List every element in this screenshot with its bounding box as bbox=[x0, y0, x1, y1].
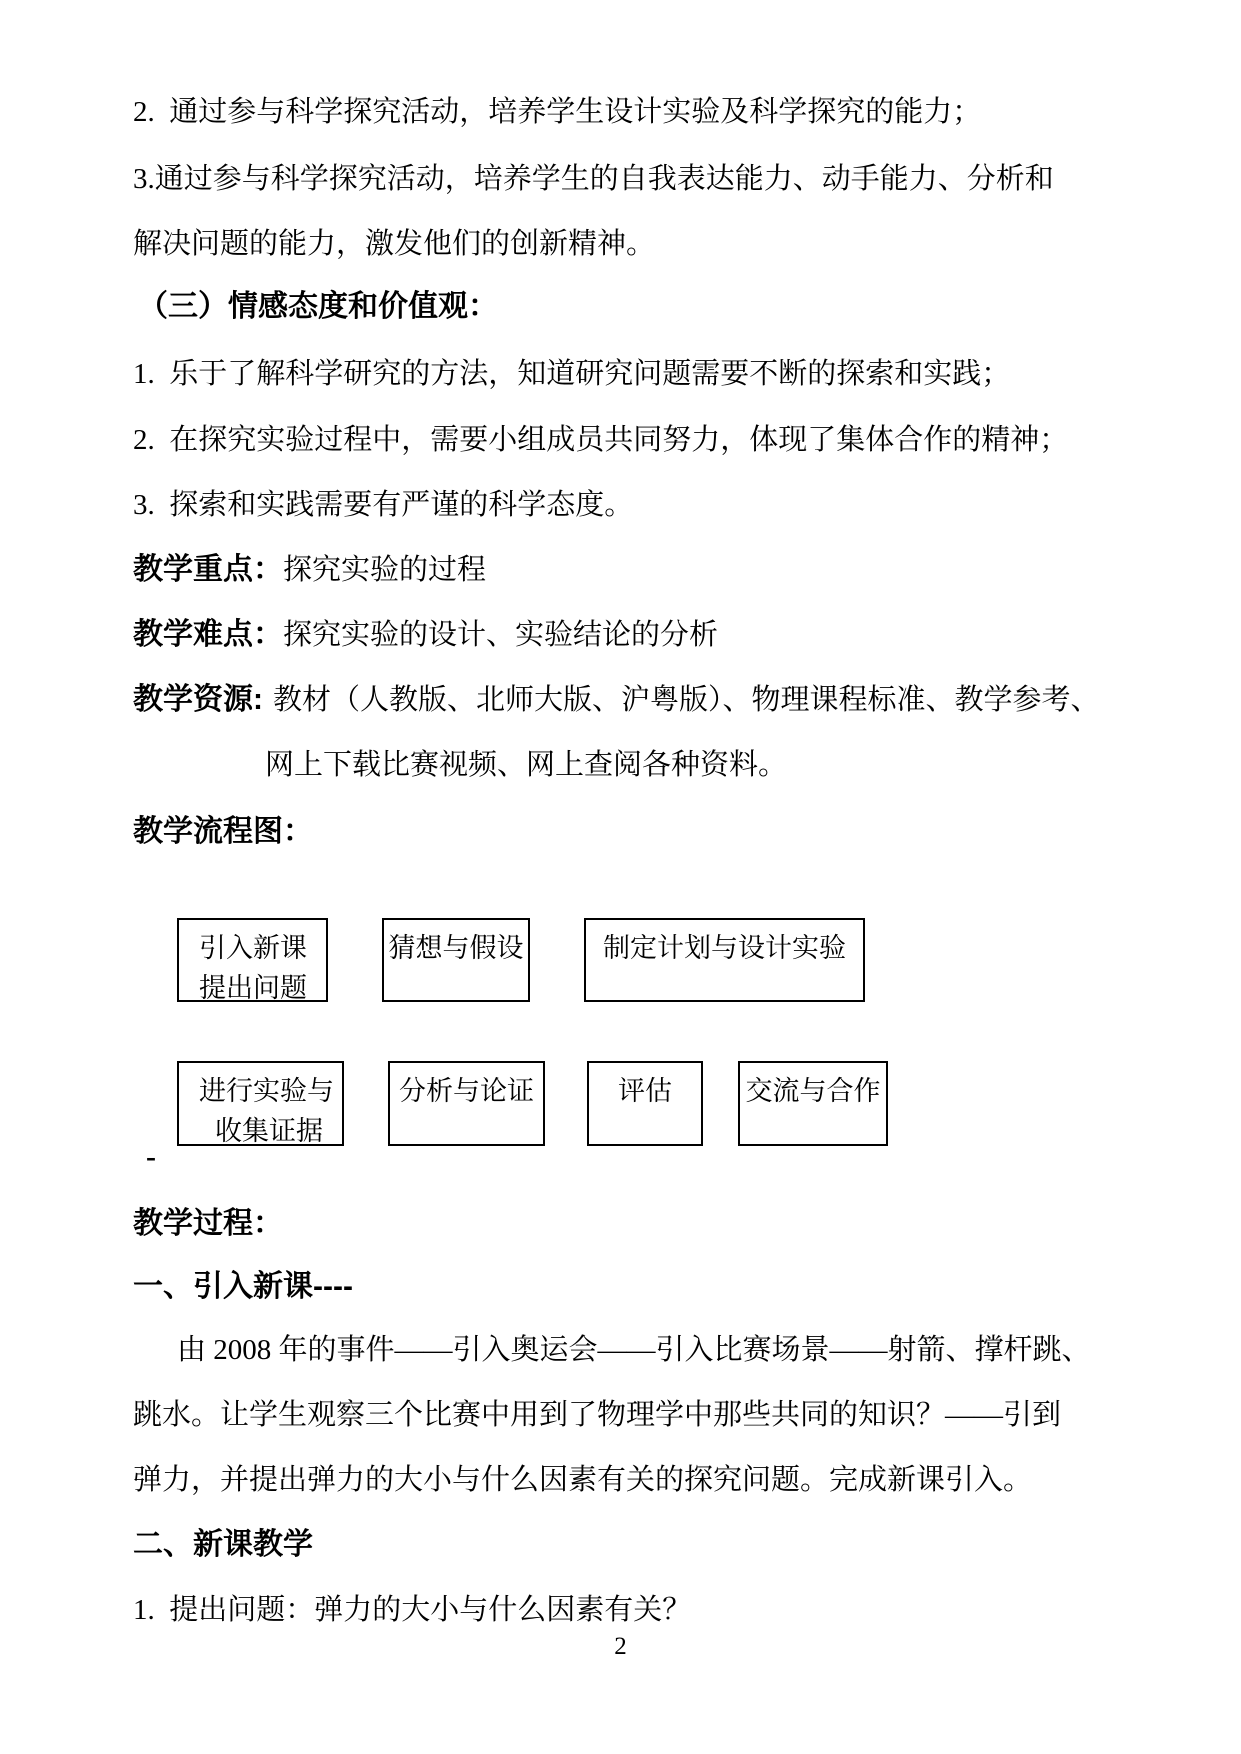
resources-label: 教学资源: bbox=[133, 683, 263, 716]
resources-text-line1: 教材（人教版、北师大版、沪粤版）、物理课程标准、教学参考、 bbox=[273, 684, 1100, 716]
flow-box-conduct-experiment-line2: 收集证据 bbox=[215, 1116, 323, 1146]
page-number: 2 bbox=[614, 1633, 627, 1660]
intro-paragraph-line3: 弹力，并提出弹力的大小与什么因素有关的探究问题。完成新课引入。 bbox=[133, 1464, 1033, 1496]
teaching-difficult-point-line bbox=[133, 618, 718, 652]
difficult-point-label: 教学难点： bbox=[133, 618, 283, 651]
flow-box-communicate-cooperate bbox=[738, 1061, 888, 1146]
flowchart-heading: 教学流程图： bbox=[133, 815, 313, 848]
key-point-label: 教学重点： bbox=[133, 553, 283, 586]
question-line: 1. 提出问题：弹力的大小与什么因素有关？ bbox=[133, 1594, 692, 1626]
stray-dash: - bbox=[146, 1140, 156, 1173]
flow-box-analyze-argue-label: 分析与论证 bbox=[399, 1076, 534, 1106]
flow-box-analyze-argue bbox=[388, 1061, 545, 1146]
section-two-heading: 二、新课教学 bbox=[133, 1528, 313, 1561]
affective-item-2: 2. 在探究实验过程中，需要小组成员共同努力，体现了集体合作的精神； bbox=[133, 424, 1069, 456]
flow-box-conduct-experiment-line1: 进行实验与 bbox=[199, 1076, 334, 1106]
affective-item-1: 1. 乐于了解科学研究的方法，知道研究问题需要不断的探索和实践； bbox=[133, 358, 1011, 390]
flow-box-introduce-lesson bbox=[177, 918, 328, 1002]
difficult-point-text: 探究实验的设计、实验结论的分析 bbox=[283, 619, 719, 651]
flow-box-conduct-experiment bbox=[177, 1061, 344, 1146]
section-one-heading: 一、引入新课---- bbox=[133, 1270, 353, 1303]
flow-box-introduce-lesson-line1: 引入新课 bbox=[199, 933, 307, 963]
flow-box-guess-hypothesis bbox=[382, 918, 530, 1002]
ability-item-3-line2: 解决问题的能力，激发他们的创新精神。 bbox=[133, 228, 656, 260]
key-point-text: 探究实验的过程 bbox=[283, 554, 487, 586]
ability-item-2: 2. 通过参与科学探究活动，培养学生设计实验及科学探究的能力； bbox=[133, 96, 982, 128]
teaching-resources-line bbox=[133, 683, 1100, 717]
flow-box-evaluate bbox=[587, 1061, 703, 1146]
affective-item-3: 3. 探索和实践需要有严谨的科学态度。 bbox=[133, 489, 634, 521]
intro-paragraph-line1: 由 2008 年的事件——引入奥运会——引入比赛场景——射箭、撑杆跳、 bbox=[177, 1334, 1091, 1366]
flow-box-evaluate-label: 评估 bbox=[618, 1076, 672, 1106]
flow-box-plan-design-experiment bbox=[584, 918, 865, 1002]
resources-text-line2: 网上下载比赛视频、网上查阅各种资料。 bbox=[265, 749, 788, 781]
teaching-key-point-line bbox=[133, 553, 486, 587]
affective-values-heading: （三）情感态度和价值观： bbox=[138, 290, 498, 323]
ability-item-3-line1: 3.通过参与科学探究活动，培养学生的自我表达能力、动手能力、分析和 bbox=[133, 163, 1054, 195]
flow-box-introduce-lesson-line2: 提出问题 bbox=[199, 973, 307, 1003]
flow-box-guess-hypothesis-label: 猜想与假设 bbox=[388, 933, 524, 963]
intro-paragraph-line2: 跳水。让学生观察三个比赛中用到了物理学中那些共同的知识？——引到 bbox=[133, 1399, 1062, 1431]
flow-box-plan-design-experiment-label: 制定计划与设计实验 bbox=[603, 933, 846, 963]
flow-box-communicate-cooperate-label: 交流与合作 bbox=[745, 1076, 881, 1106]
teaching-process-heading: 教学过程： bbox=[133, 1207, 283, 1240]
